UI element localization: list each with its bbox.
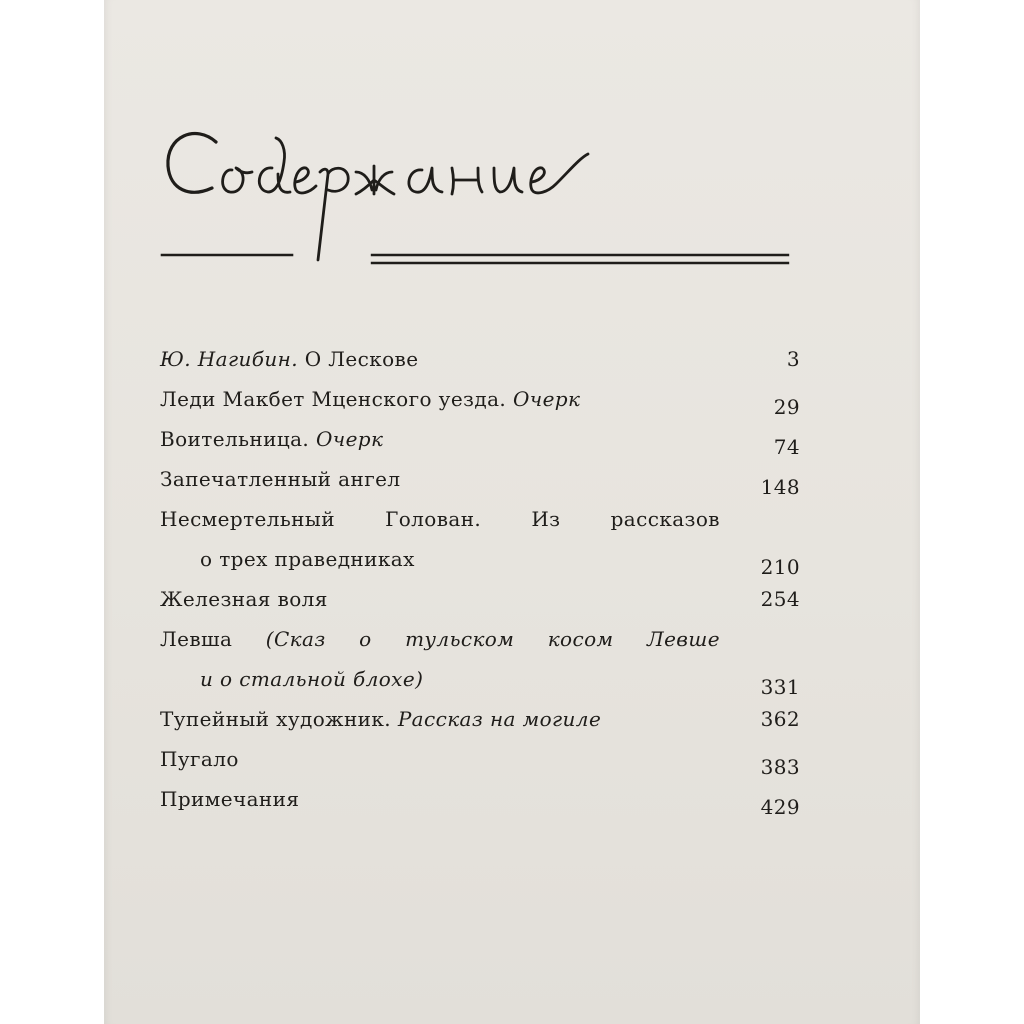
toc-entry xyxy=(160,382,800,422)
entry-page-number: 254 xyxy=(760,587,800,611)
entry-title-text: Леди Макбет Мценского уезда. xyxy=(160,387,507,411)
entry-subtitle-word: тульском xyxy=(405,627,515,651)
entry-author: Ю. Нагибин. xyxy=(160,347,298,371)
toc-entry xyxy=(160,462,800,502)
entry-title xyxy=(160,582,730,616)
toc-entry xyxy=(160,702,800,742)
toc-entry xyxy=(160,622,800,662)
entry-title xyxy=(160,422,730,456)
entry-subtitle-continuation: и о стальной блохе) xyxy=(200,667,424,691)
entry-subtitle: Рассказ на могиле xyxy=(397,707,602,731)
entry-subtitle: Очерк xyxy=(315,427,384,451)
entry-page-number: 429 xyxy=(760,795,800,819)
entry-page-number: 74 xyxy=(773,435,800,459)
entry-subtitle-word: косом xyxy=(547,627,614,651)
entry-title-text: Воительница. xyxy=(160,427,310,451)
entry-title xyxy=(160,702,730,736)
contents-heading xyxy=(160,110,800,280)
toc-entry xyxy=(160,422,800,462)
toc-entry-continuation xyxy=(160,542,800,582)
contents-heading-script xyxy=(160,110,800,280)
toc-entry xyxy=(160,342,800,382)
toc-entry xyxy=(160,502,800,542)
toc-entry xyxy=(160,742,800,782)
entry-title xyxy=(160,782,730,816)
entry-title xyxy=(160,742,730,776)
entry-title-word: Из xyxy=(531,507,561,531)
entry-subtitle-word: Левше xyxy=(646,627,720,651)
entry-title-text: О Лескове xyxy=(304,347,419,371)
table-of-contents xyxy=(160,342,800,822)
entry-page-number: 383 xyxy=(760,755,800,779)
entry-title-text: Тупейный художник. xyxy=(160,707,392,731)
entry-title-text: Левша xyxy=(160,627,233,651)
entry-title-word: рассказов xyxy=(610,507,720,531)
entry-title-text: Пугало xyxy=(160,747,239,771)
entry-page-number: 362 xyxy=(760,707,800,731)
entry-title xyxy=(160,502,800,536)
entry-subtitle: Очерк xyxy=(512,387,581,411)
entry-title xyxy=(160,622,800,656)
entry-page-number: 148 xyxy=(760,475,800,499)
entry-title-text: Железная воля xyxy=(160,587,328,611)
entry-title xyxy=(160,342,730,376)
entry-page-number: 331 xyxy=(760,675,800,699)
toc-entry-continuation xyxy=(160,662,800,702)
entry-title-word: Несмертельный xyxy=(160,507,335,531)
entry-page-number: 210 xyxy=(760,555,800,579)
entry-page-number: 29 xyxy=(773,395,800,419)
entry-title xyxy=(160,382,730,416)
entry-title-continuation: о трех праведниках xyxy=(200,547,415,571)
entry-title-text: Запечатленный ангел xyxy=(160,467,401,491)
entry-title-text: Примечания xyxy=(160,787,300,811)
toc-entry xyxy=(160,782,800,822)
entry-subtitle-word: (Сказ xyxy=(265,627,326,651)
entry-title xyxy=(160,462,730,496)
entry-subtitle-word: о xyxy=(359,627,372,651)
entry-title-word: Голован. xyxy=(385,507,482,531)
entry-page-number: 3 xyxy=(786,347,800,371)
toc-entry xyxy=(160,582,800,622)
